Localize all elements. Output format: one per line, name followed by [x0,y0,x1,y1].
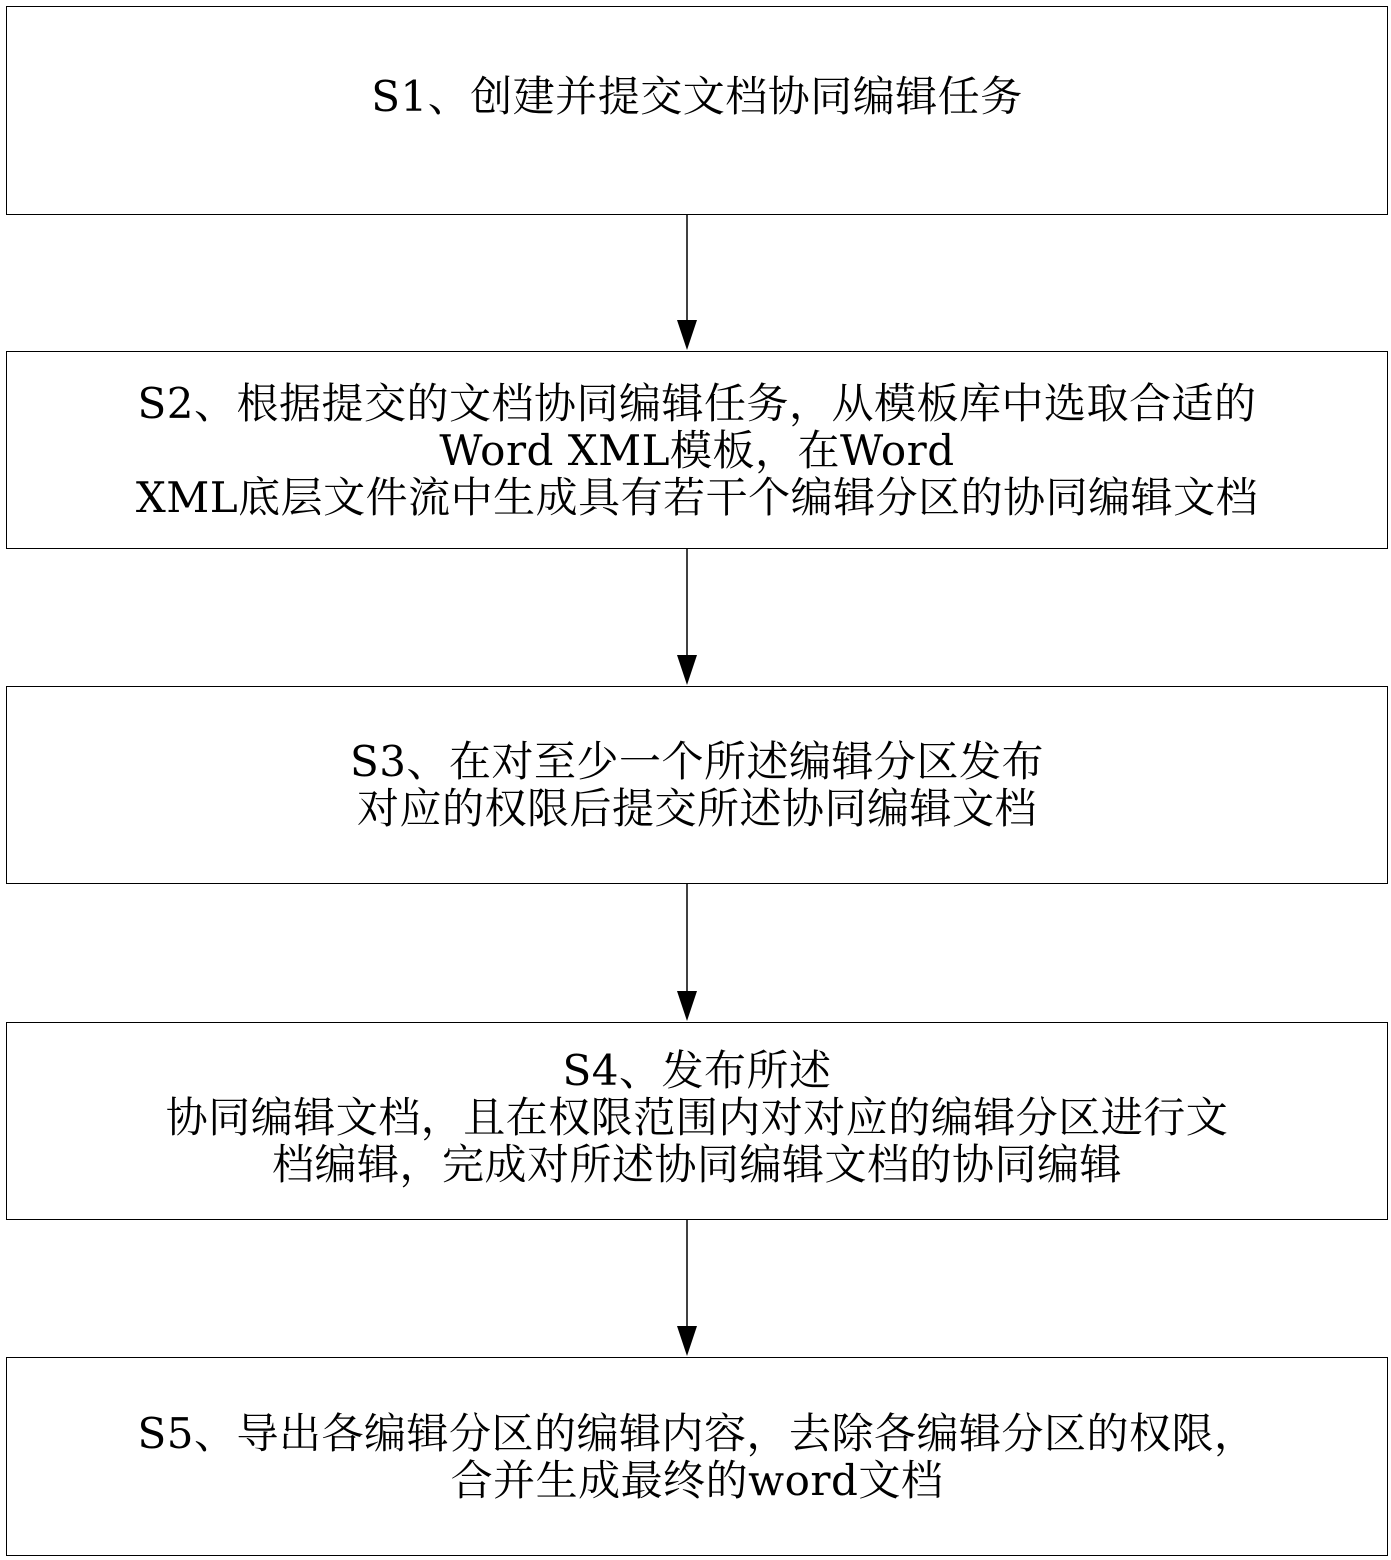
step-s3-box [6,686,1388,884]
step-s1-box [6,6,1388,215]
arrow-s4-s5 [677,1220,697,1356]
step-s5-box [6,1357,1388,1556]
step-s5-text [138,1410,1257,1504]
step-s2-line-1: S2、根据提交的文档协同编辑任务，从模板库中选取合适的 [137,378,1257,428]
step-s1-line-1: S1、创建并提交文档协同编辑任务 [371,72,1023,121]
step-s2-box [6,351,1388,549]
step-s5-line-2: 合并生成最终的word文档 [450,1455,944,1505]
step-s4-box [6,1022,1388,1220]
step-s3-line-1: S3、在对至少一个所述编辑分区发布 [350,737,1044,786]
arrow-s3-s4 [677,884,697,1021]
step-s4-line-2: 协同编辑文档，且在权限范围内对对应的编辑分区进行文 [165,1092,1229,1142]
step-s4-line-3: 档编辑，完成对所述协同编辑文档的协同编辑 [271,1139,1122,1189]
step-s3-text [350,738,1044,832]
step-s2-line-3: XML底层文件流中生成具有若干个编辑分区的协同编辑文档 [135,472,1259,522]
arrow-s2-s3 [677,549,697,685]
step-s2-line-2: Word XML模板，在Word [439,425,955,475]
step-s2-text [136,380,1258,521]
arrow-s1-s2 [677,215,697,350]
step-s5-line-1: S5、导出各编辑分区的编辑内容，去除各编辑分区的权限， [137,1408,1257,1458]
step-s4-line-1: S4、发布所述 [562,1045,832,1095]
step-s1-text [371,73,1023,120]
step-s4-text [166,1047,1229,1188]
step-s3-line-2: 对应的权限后提交所述协同编辑文档 [356,784,1037,833]
